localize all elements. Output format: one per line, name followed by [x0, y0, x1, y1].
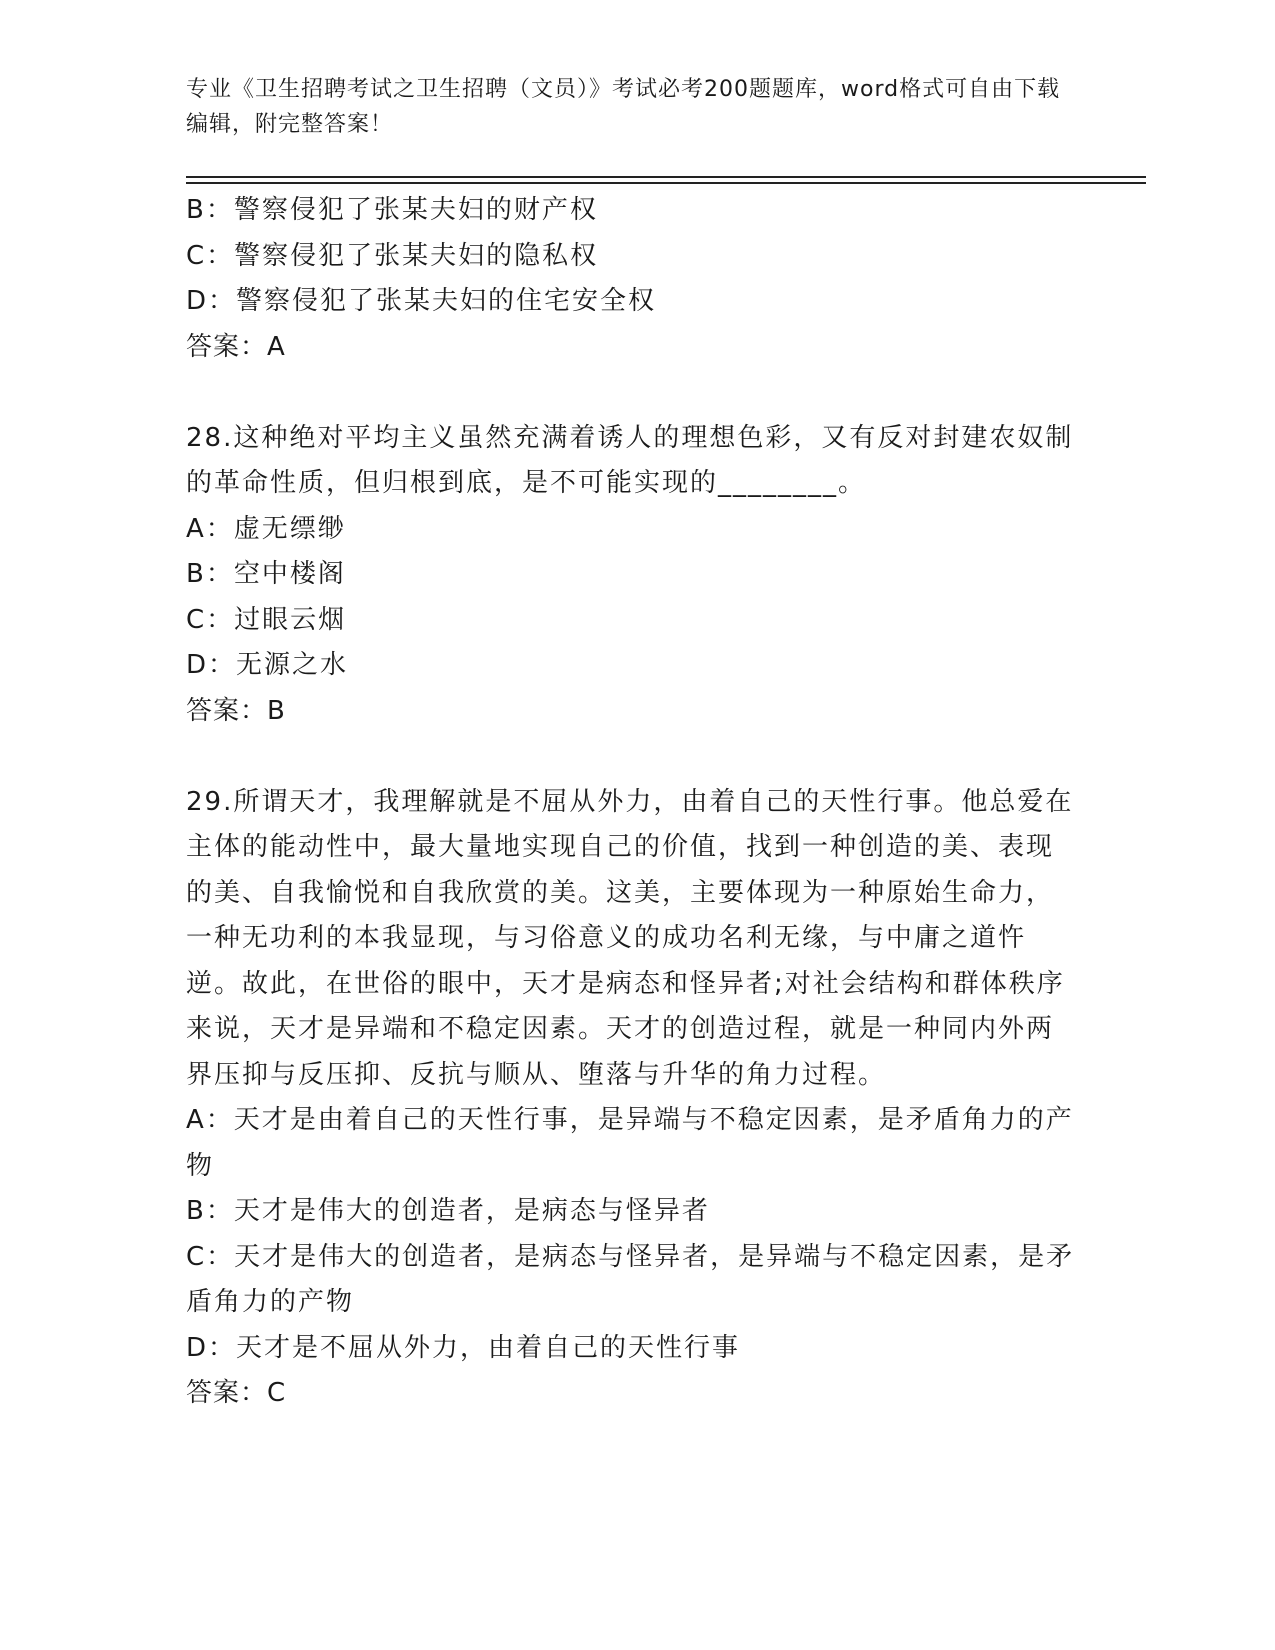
option-d: D：天才是不屈从外力，由着自己的天性行事: [186, 1332, 741, 1363]
question-28: [186, 416, 1081, 735]
spacer: [186, 370, 1081, 416]
option-d: D：警察侵犯了张某夫妇的住宅安全权: [186, 286, 657, 316]
answer-line: 答案：B: [186, 695, 286, 726]
question-29: [186, 780, 1081, 1417]
question-stem: 29.所谓天才，我理解就是不屈从外力，由着自己的天性行事。他总爱在主体的能动性中，最大量地实现自己的价值，找到一种创造的美、表现的美、自我愉悦和自我欣赏的美。这美，主要体现为一种原始生命力，一种无功利的本我显现，与习俗意义的成功名利无缘，与中庸之道忤逆。故此，在世俗的眼中，天才是病态和怪异者;对社会结构和群体秩序来说，天才是异端和不稳定因素。天才的创造过程，就是一种同内外两界压抑与反压抑、反抗与顺从、堕落与升华的角力过程。: [186, 786, 1074, 1090]
option-a: A：天才是由着自己的天性行事，是异端与不稳定因素，是矛盾角力的产物: [186, 1105, 1074, 1181]
header-divider-top: [186, 176, 1146, 178]
option-b: B：警察侵犯了张某夫妇的财产权: [186, 195, 598, 225]
option-c: C：过眼云烟: [186, 604, 347, 635]
answer-line: 答案：C: [186, 1378, 287, 1408]
document-header: 专业《卫生招聘考试之卫生招聘（文员）》考试必考200题题库，word格式可自由下载编辑，附完整答案！: [186, 77, 1061, 137]
option-a: A：虚无缥缈: [186, 513, 346, 544]
question-stem: 28.这种绝对平均主义虽然充满着诱人的理想色彩，又有反对封建农奴制的革命性质，但归根到底，是不可能实现的________。: [186, 422, 1074, 498]
option-c: C：警察侵犯了张某夫妇的隐私权: [186, 240, 599, 271]
question-27-continued: [186, 188, 1081, 370]
option-b: B：空中楼阁: [186, 559, 346, 589]
answer-line: 答案：A: [186, 331, 286, 362]
header-divider-bottom: [186, 182, 1146, 184]
option-d: D：无源之水: [186, 650, 349, 680]
question-list: [186, 188, 1081, 1417]
spacer: [186, 734, 1081, 780]
option-c: C：天才是伟大的创造者，是病态与怪异者，是异端与不稳定因素，是矛盾角力的产物: [186, 1241, 1075, 1317]
option-b: B：天才是伟大的创造者，是病态与怪异者: [186, 1196, 710, 1226]
